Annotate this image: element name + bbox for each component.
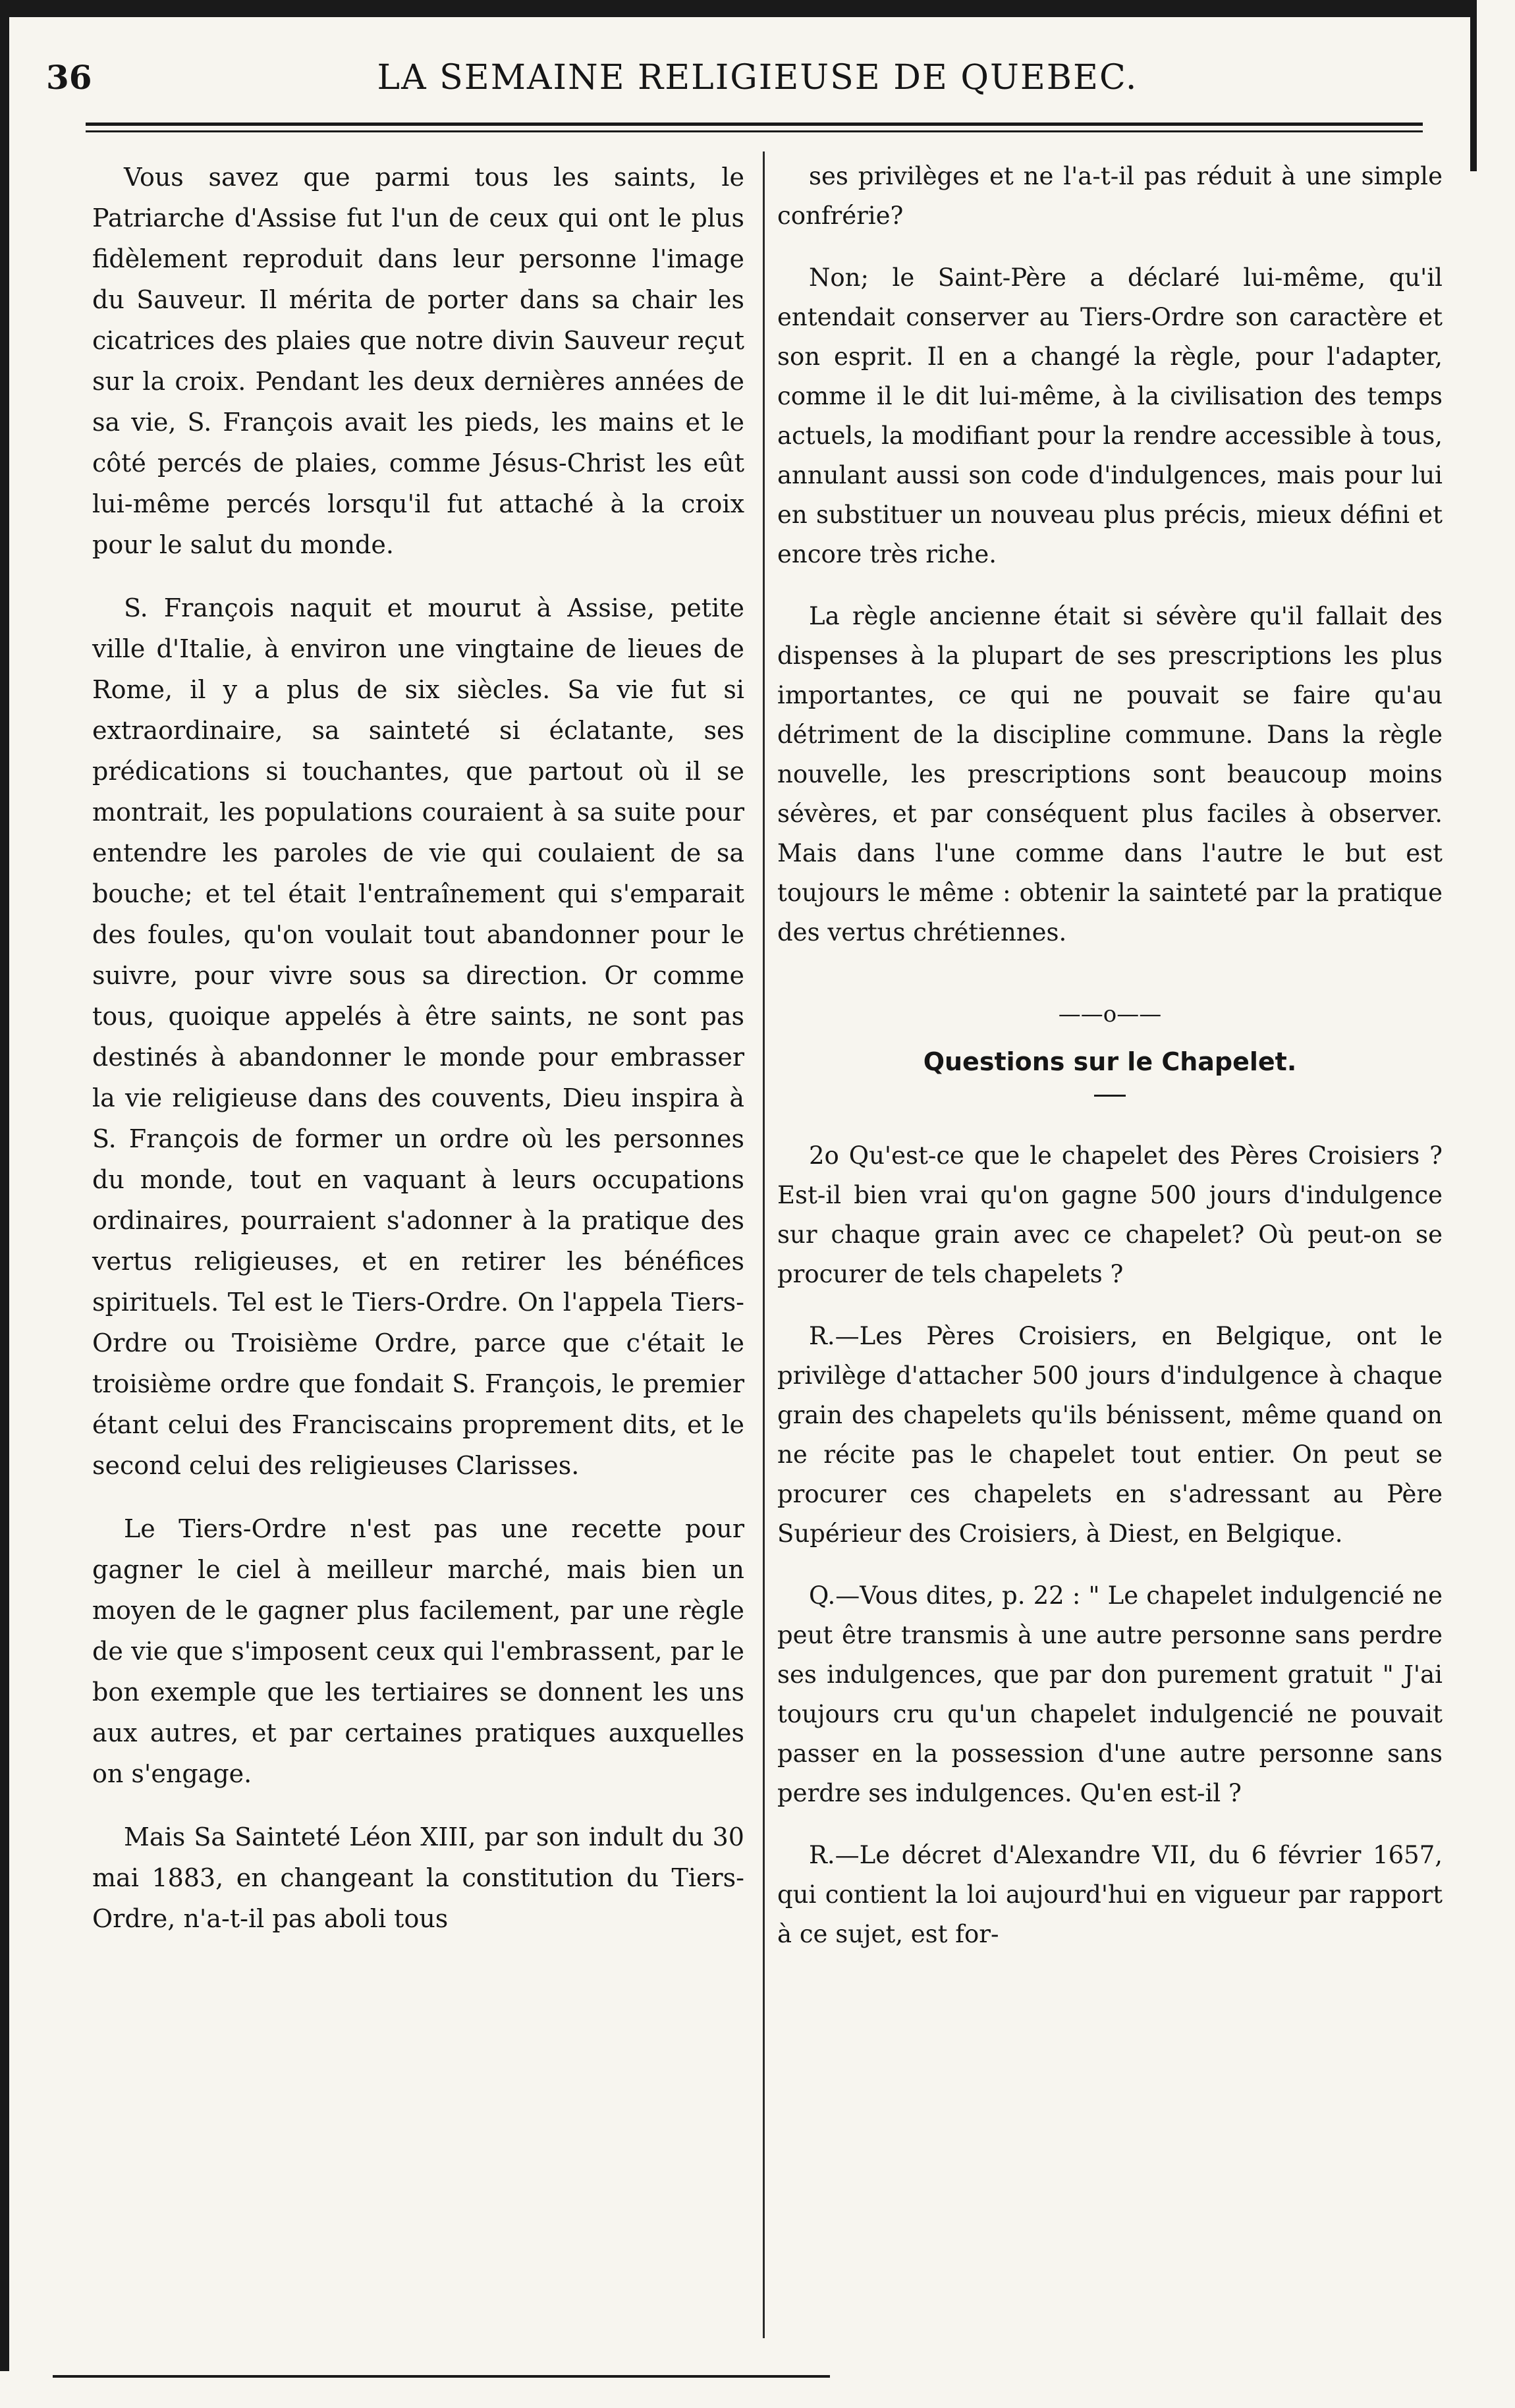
paragraph: Q.—Vous dites, p. 22 : " Le chapelet indulgencié ne peut être transmis à une autre personne sans perdre ses indulgences, que par don purement gratuit " J'ai toujours cru qu'un chapelet indulgencié ne pouvait passer en la possession d'une autre personne sans perdre ses indulgences. Qu'en est-il ? — [777, 1581, 1443, 1807]
header-rule-thin — [86, 130, 1423, 132]
section-separator: ——o—— — [1058, 1001, 1162, 1027]
scan-edge-left — [0, 0, 9, 2371]
paragraph: Non; le Saint-Père a déclaré lui-même, qu'il entendait conserver au Tiers-Ordre son caractère et son esprit. Il en a changé la règle, pour l'adapter, comme il le dit lui-même, à la civilisation des temps actuels, la modifiant pour la rendre accessible à tous, annulant aussi son code d'indulgences, mais pour lui en substituer un nouveau plus précis, mieux défini et encore très riche. — [777, 263, 1443, 568]
paragraph: Le Tiers-Ordre n'est pas une recette pour gagner le ciel à meilleur marché, mais bien un moyen de le gagner plus facilement, par une règle de vie que s'imposent ceux qui l'embrassent, par le bon exemple que les tertiaires se donnent les uns aux autres, et par certaines pratiques auxquelles on s'engage. — [92, 1514, 744, 1788]
paragraph: Vous savez que parmi tous les saints, le Patriarche d'Assise fut l'un de ceux qui ont le plus fidèlement reproduit dans leur personne l'image du Sauveur. Il mérita de porter dans sa chair les cicatrices des plaies que notre divin Sauveur reçut sur la croix. Pendant les deux dernières années de sa vie, S. François avait les pieds, les mains et le côté percés de plaies, comme Jésus-Christ les eût lui-même percés lorsqu'il fut attaché à la croix pour le salut du monde. — [92, 163, 744, 559]
scan-edge-top — [0, 0, 1475, 17]
scan-edge-right — [1470, 0, 1477, 171]
running-title: LA SEMAINE RELIGIEUSE DE QUEBEC. — [377, 58, 1138, 97]
column-divider — [763, 151, 765, 2338]
paragraph: ses privilèges et ne l'a-t-il pas réduit à une simple confrérie? — [777, 162, 1443, 230]
header-rule-thick — [86, 123, 1423, 126]
page-header — [46, 46, 1469, 125]
page-number: 36 — [46, 58, 92, 97]
paragraph: Mais Sa Sainteté Léon XIII, par son indult du 30 mai 1883, en changeant la constitution du Tiers-Ordre, n'a-t-il pas aboli tous — [92, 1822, 744, 1933]
paragraph: S. François naquit et mourut à Assise, petite ville d'Italie, à environ une vingtaine de lieues de Rome, il y a plus de six siècles. Sa vie fut si extraordinaire, sa sainteté si éclatante, ses prédications si touchantes, que partout où il se montrait, les populations couraient à sa suite pour entendre les paroles de vie qui coulaient de sa bouche; et tel était l'entraînement qui s'emparait des foules, qu'on voulait tout abandonner pour le suivre, pour vivre sous sa direction. Or comme tous, quoique appelés à être saints, ne sont pas destinés à abandonner le monde pour embrasser la vie religieuse dans des couvents, Dieu inspira à S. François de former un ordre où les personnes du monde, tout en vaquant à leurs occupations ordinaires, pourraient s'adonner à la pratique des vertus religieuses, et en retirer les bénéfices spirituels. Tel est le Tiers-Ordre. On l'appela Tiers-Ordre ou Troisième Ordre, parce que c'était le troisième ordre que fondait S. François, le premier étant celui des Franciscains proprement dits, et le second celui des religieuses Clarisses. — [92, 593, 744, 1480]
footer-rule — [53, 2375, 830, 2378]
title-underline-rule — [1094, 1095, 1126, 1097]
paragraph: 2o Qu'est-ce que le chapelet des Pères Croisiers ? Est-il bien vrai qu'on gagne 500 jours d'indulgence sur chaque grain avec ce chapelet? Où peut-on se procurer de tels chapelets ? — [777, 1141, 1443, 1288]
paragraph: R.—Les Pères Croisiers, en Belgique, ont le privilège d'attacher 500 jours d'indulgence à chaque grain des chapelets qu'ils bénissent, même quand on ne récite pas le chapelet tout entier. On peut se procurer ces chapelets en s'adressant au Père Supérieur des Croisiers, à Diest, en Belgique. — [777, 1322, 1443, 1548]
paragraph: La règle ancienne était si sévère qu'il fallait des dispenses à la plupart de ses prescriptions les plus importantes, ce qui ne pouvait se faire qu'au détriment de la discipline commune. Dans la règle nouvelle, les prescriptions sont beaucoup moins sévères, et par conséquent plus faciles à observer. Mais dans l'une comme dans l'autre le but est toujours le même : obtenir la sainteté par la pratique des vertus chrétiennes. — [777, 602, 1443, 946]
left-column — [92, 157, 744, 1961]
paragraph: R.—Le décret d'Alexandre VII, du 6 février 1657, qui contient la loi aujourd'hui en vigueur par rapport à ce sujet, est for- — [777, 1841, 1443, 1948]
right-column — [777, 157, 1443, 1977]
section-title: Questions sur le Chapelet. — [923, 1047, 1297, 1076]
